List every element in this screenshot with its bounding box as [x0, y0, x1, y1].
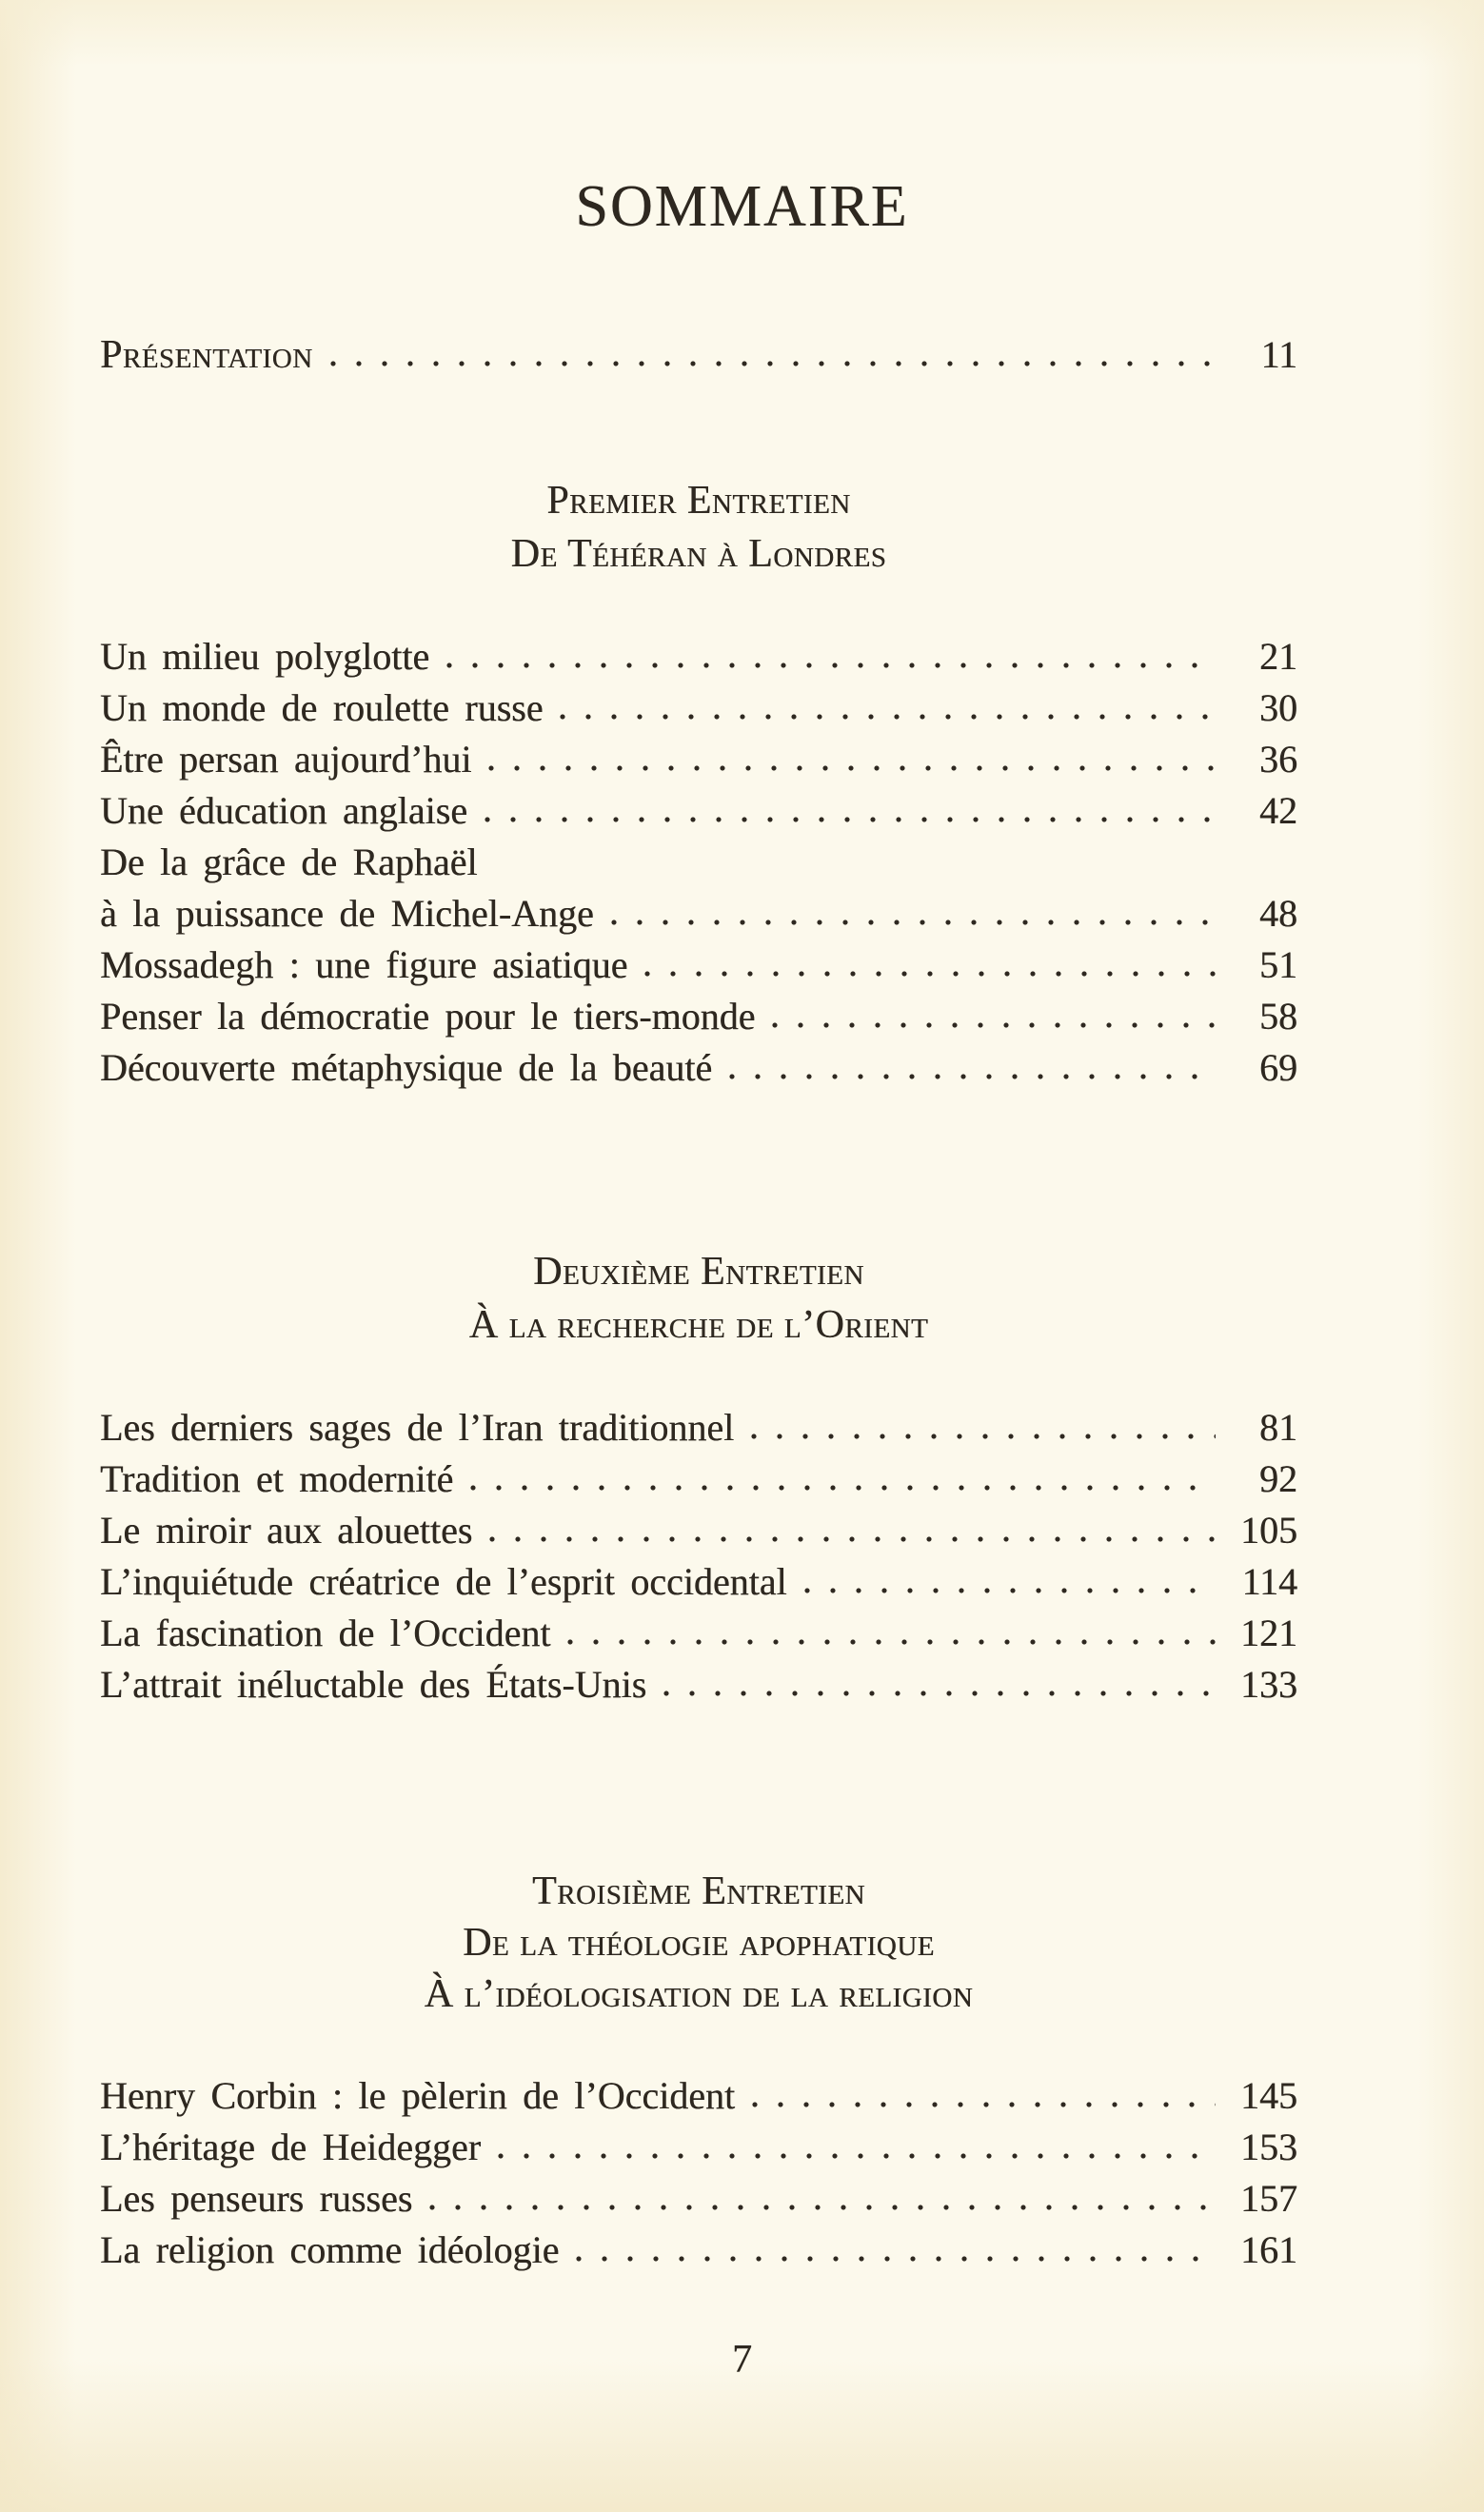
- toc-entry-label: Une éducation anglaise: [100, 789, 467, 832]
- dot-leader: [330, 360, 1216, 367]
- section-heading-line: À la recherche de l’Orient: [468, 1303, 929, 1347]
- toc-entry-page: 92: [1259, 1457, 1297, 1500]
- section-heading-line: De la théologie apophatique: [463, 1921, 935, 1965]
- toc-entry-page: 58: [1259, 995, 1297, 1038]
- dot-leader: [752, 2101, 1216, 2108]
- toc-entry-page: 121: [1240, 1612, 1297, 1654]
- toc-entry: [100, 1608, 1297, 1659]
- toc-entry: [100, 1454, 1297, 1505]
- toc-entry-page: 153: [1240, 2126, 1297, 2168]
- toc-entry-label: Henry Corbin : le pèlerin de l’Occident: [100, 2074, 736, 2117]
- section-heading-line: À l’idéologisation de la religion: [424, 1972, 974, 2016]
- toc-entry: [100, 785, 1297, 837]
- toc-entry: [100, 940, 1297, 991]
- dot-leader: [567, 1638, 1216, 1646]
- toc-entry-label: Le miroir aux alouettes: [100, 1509, 473, 1552]
- toc-entry: [100, 1505, 1297, 1556]
- toc-entry-page: 51: [1259, 943, 1297, 986]
- toc-entry: [100, 2070, 1297, 2122]
- toc-entry-label: Tradition et modernité: [100, 1457, 454, 1500]
- toc-entry-label: Un monde de roulette russe: [100, 686, 544, 729]
- section-entry-list: [100, 631, 1297, 1094]
- toc-entry: [100, 2122, 1297, 2173]
- dot-leader: [644, 970, 1216, 978]
- toc-entry: [100, 2225, 1297, 2276]
- dot-leader: [446, 662, 1216, 669]
- toc-entry: [100, 1042, 1297, 1094]
- toc-entry-page: 21: [1259, 635, 1297, 678]
- toc-entry-label: La fascination de l’Occident: [100, 1612, 551, 1654]
- toc-entry-label: L’héritage de Heidegger: [100, 2126, 482, 2168]
- dot-leader: [772, 1021, 1216, 1029]
- toc-entry-page: 105: [1240, 1509, 1297, 1552]
- page-title: SOMMAIRE: [575, 174, 909, 239]
- toc-entry-label: Mossadegh : une figure asiatique: [100, 943, 628, 986]
- dot-leader: [470, 1484, 1216, 1492]
- toc-entry-page: 157: [1240, 2177, 1297, 2220]
- section-heading: [100, 1245, 1297, 1352]
- toc-entry: [100, 1659, 1297, 1711]
- toc-entry-label: Les derniers sages de l’Iran traditionnel: [100, 1406, 735, 1449]
- toc-entry-page: 81: [1259, 1406, 1297, 1449]
- section-heading-line: Troisième Entretien: [532, 1869, 865, 1913]
- dot-leader: [611, 919, 1216, 926]
- dot-leader: [485, 816, 1216, 823]
- toc-entry-page: 30: [1259, 686, 1297, 729]
- toc-entry-label: Les penseurs russes: [100, 2177, 413, 2220]
- dot-leader: [729, 1073, 1216, 1080]
- dot-leader: [804, 1587, 1216, 1594]
- toc-entry-label: De la grâce de Raphaël: [100, 841, 478, 883]
- toc-entry: [100, 888, 1297, 940]
- folio-page-number: 7: [732, 2338, 752, 2382]
- toc-entry: [100, 734, 1297, 785]
- section-heading-line: De Téhéran à Londres: [510, 532, 887, 576]
- toc-entry-page: 42: [1259, 789, 1297, 832]
- dot-leader: [576, 2255, 1216, 2263]
- toc-entry-label: à la puissance de Michel-Ange: [100, 892, 594, 935]
- dot-leader: [498, 2152, 1216, 2160]
- toc-entry-page: 69: [1259, 1046, 1297, 1089]
- toc-entry-presentation: [100, 329, 1297, 381]
- toc-entry: [100, 991, 1297, 1042]
- dot-leader: [429, 2204, 1216, 2211]
- toc-entry-label: Découverte métaphysique de la beauté: [100, 1046, 713, 1089]
- toc-entry-page: 161: [1240, 2228, 1297, 2271]
- dot-leader: [560, 713, 1216, 721]
- dot-leader: [488, 764, 1216, 772]
- toc-entry-label: Un milieu polyglotte: [100, 635, 430, 678]
- toc-entry: [100, 1402, 1297, 1454]
- section-entry-list: [100, 1402, 1297, 1711]
- section-heading: [100, 474, 1297, 581]
- dot-leader: [489, 1535, 1216, 1543]
- toc-entry: [100, 682, 1297, 734]
- toc-entry-page: 145: [1240, 2074, 1297, 2117]
- toc-entry: [100, 1556, 1297, 1608]
- toc-entry-label: Présentation: [100, 333, 313, 377]
- section-entry-list: [100, 2070, 1297, 2276]
- toc-entry-label: L’attrait inéluctable des États-Unis: [100, 1663, 647, 1706]
- toc-entry-label: Penser la démocratie pour le tiers-monde: [100, 995, 756, 1038]
- toc-entry-label: La religion comme idéologie: [100, 2228, 560, 2271]
- toc-entry-label: Être persan aujourd’hui: [100, 738, 472, 781]
- toc-entry-page: 36: [1259, 738, 1297, 781]
- section-heading-line: Premier Entretien: [546, 479, 851, 523]
- toc-entry: [100, 2173, 1297, 2225]
- toc-entry-label: L’inquiétude créatrice de l’esprit occidental: [100, 1560, 787, 1603]
- toc-entry-page: 133: [1240, 1663, 1297, 1706]
- section-heading-line: Deuxième Entretien: [533, 1250, 864, 1294]
- toc-entry-page: 114: [1241, 1560, 1297, 1603]
- dot-leader: [663, 1690, 1216, 1697]
- toc-entry-page: 11: [1260, 333, 1297, 376]
- toc-entry: [100, 631, 1297, 682]
- toc-entry: [100, 837, 1297, 888]
- section-heading: [100, 1866, 1297, 2020]
- toc-entry-page: 48: [1259, 892, 1297, 935]
- dot-leader: [751, 1433, 1216, 1440]
